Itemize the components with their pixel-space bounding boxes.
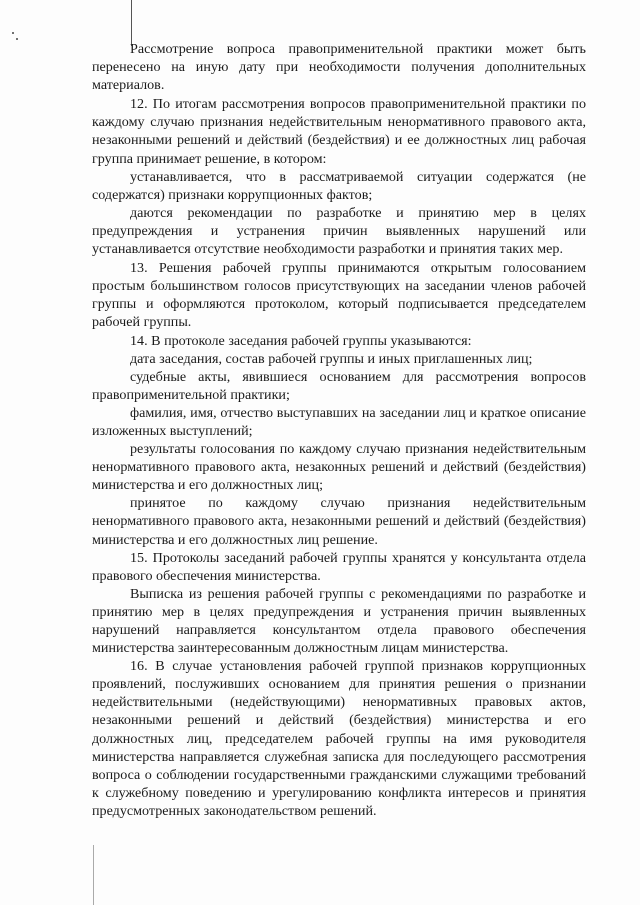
- paragraph: фамилия, имя, отчество выступавших на заседании лиц и краткое описание изложенных выступлений;: [92, 404, 586, 439]
- scan-speck: [16, 38, 18, 40]
- paragraph: даются рекомендации по разработке и принятию мер в целях предупреждения и устранения причин выявленных нарушений или устанавливается отсутствие необходимости разработки и принятия таких мер.: [92, 204, 586, 258]
- paragraph: Выписка из решения рабочей группы с рекомендациями по разработке и принятию мер в целях предупреждения и устранения причин выявленных нарушений направляется консультантом отдела правового обеспечения министерства заинтересованным должностным лицам министерства.: [92, 585, 586, 657]
- paragraph: дата заседания, состав рабочей группы и иных приглашенных лиц;: [130, 350, 533, 367]
- scan-artifact-line: [93, 845, 94, 905]
- paragraph-item-14: 14. В протоколе заседания рабочей группы указываются:: [130, 332, 472, 349]
- paragraph: устанавливается, что в рассматриваемой ситуации содержатся (не содержатся) признаки коррупционных фактов;: [92, 168, 586, 203]
- paragraph-item-16: 16. В случае установления рабочей группой признаков коррупционных проявлений, послуживших основанием для принятия решения о признании недействительными (недействующими) ненормативных правовых актов, незаконными решений и действий (бездействия) министерства и его должностных лиц, председателем рабочей группы на имя руководителя министерства направляется служебная записка для последующего рассмотрения вопроса о соблюдении государственными гражданскими служащими требований к служебному поведению и урегулированию конфликта интересов и принятия предусмотренных законодательством решений.: [92, 658, 586, 819]
- paragraph: судебные акты, явившиеся основанием для рассмотрения вопросов правоприменительной практики;: [92, 368, 586, 403]
- paragraph: Рассмотрение вопроса правоприменительной практики может быть перенесено на иную дату при необходимости получения дополнительных материалов.: [92, 41, 586, 94]
- paragraph: результаты голосования по каждому случаю признания недействительным ненормативного правового акта, незаконных решений и действий (бездействия) министерства и его должностных лиц;: [92, 441, 586, 494]
- document-body: [92, 40, 586, 820]
- scan-speck: [12, 32, 14, 34]
- paragraph-item-13: 13. Решения рабочей группы принимаются открытым голосованием простым большинством голосов присутствующих на заседании членов рабочей группы и оформляются протоколом, который подписывается председателем рабочей группы.: [92, 260, 586, 331]
- paragraph-item-12: 12. По итогам рассмотрения вопросов правоприменительной практики по каждому случаю признания недействительным ненормативного правового акта, незаконными решений и действий (бездействия) и ее должностных лиц рабочая группа принимает решение, в котором:: [92, 96, 586, 167]
- paragraph-item-15: 15. Протоколы заседаний рабочей группы хранятся у консультанта отдела правового обеспечения министерства.: [92, 549, 586, 584]
- paragraph: принятое по каждому случаю признания недействительным ненормативного правового акта, незаконными решений и действий (бездействия) министерства и его должностных лиц решение.: [92, 495, 586, 548]
